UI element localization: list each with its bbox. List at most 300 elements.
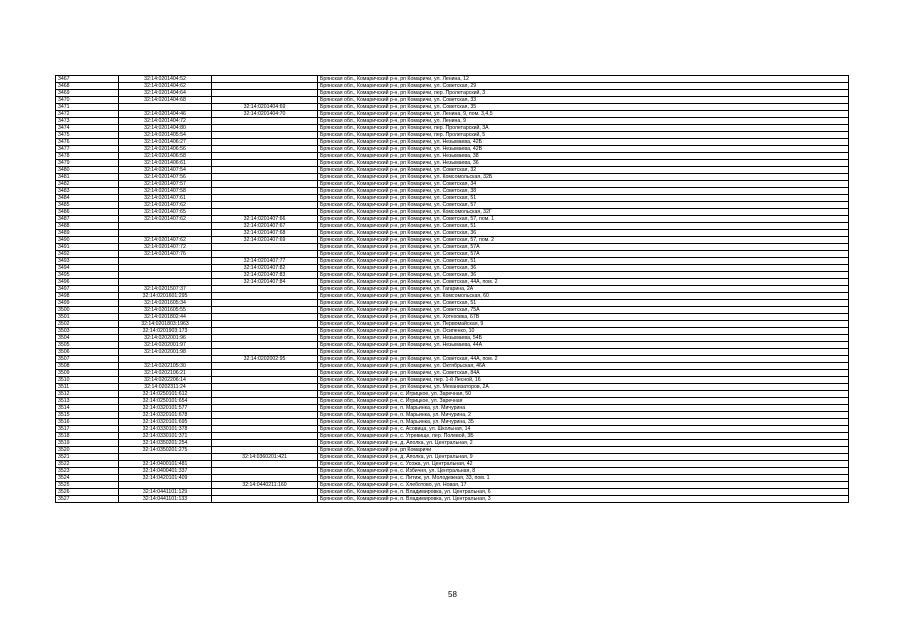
row-number-cell: 3495 bbox=[56, 272, 119, 279]
row-number-cell: 3487 bbox=[56, 216, 119, 223]
related-cadastral-cell bbox=[212, 167, 318, 174]
row-number-cell: 3527 bbox=[56, 496, 119, 503]
cadastral-number-cell bbox=[119, 454, 212, 461]
cadastral-number-cell: 32:14:0330101:371 bbox=[119, 433, 212, 440]
table-row bbox=[56, 279, 849, 286]
table-row bbox=[56, 377, 849, 384]
table-row bbox=[56, 342, 849, 349]
row-number-cell: 3502 bbox=[56, 321, 119, 328]
table-row bbox=[56, 90, 849, 97]
row-number-cell: 3480 bbox=[56, 167, 119, 174]
address-cell: Брянская обл., Комаричский р-н, рп Комаричи, ул. Ленина, 9, пом. 3,4,5 bbox=[318, 111, 849, 118]
address-cell: Брянская обл., Комаричский р-н, с. Асовица, ул. Школьная, 14 bbox=[318, 426, 849, 433]
related-cadastral-cell bbox=[212, 181, 318, 188]
related-cadastral-cell bbox=[212, 83, 318, 90]
related-cadastral-cell bbox=[212, 349, 318, 356]
related-cadastral-cell bbox=[212, 335, 318, 342]
related-cadastral-cell bbox=[212, 412, 318, 419]
address-cell: Брянская обл., Комаричский р-н, п. Марьинка, ул. Мичурина bbox=[318, 405, 849, 412]
cadastral-number-cell: 32:14:0201407:61 bbox=[119, 195, 212, 202]
related-cadastral-cell bbox=[212, 440, 318, 447]
row-number-cell: 3513 bbox=[56, 398, 119, 405]
table-row bbox=[56, 230, 849, 237]
address-cell: Брянская обл., Комаричский р-н, рп Комаричи, ул. Незымаева, 38 bbox=[318, 153, 849, 160]
cadastral-number-cell: 32:14:0320101:678 bbox=[119, 412, 212, 419]
table-row bbox=[56, 153, 849, 160]
cadastral-number-cell: 32:14:0202001:96 bbox=[119, 335, 212, 342]
cadastral-number-cell: 32:14:0201404:46 bbox=[119, 111, 212, 118]
row-number-cell: 3508 bbox=[56, 363, 119, 370]
table-row bbox=[56, 111, 849, 118]
row-number-cell: 3488 bbox=[56, 223, 119, 230]
address-cell: Брянская обл., Комаричский р-н, п. Владимировка, ул. Центральная, 6 bbox=[318, 489, 849, 496]
row-number-cell: 3504 bbox=[56, 335, 119, 342]
address-cell: Брянская обл., Комаричский р-н, рп Комаричи, ул. Советская, 51 bbox=[318, 195, 849, 202]
table-row bbox=[56, 335, 849, 342]
address-cell: Брянская обл., Комаричский р-н bbox=[318, 349, 849, 356]
table-row bbox=[56, 146, 849, 153]
cadastral-number-cell: 32:14:0201407:76 bbox=[119, 251, 212, 258]
table-row bbox=[56, 426, 849, 433]
address-cell: Брянская обл., Комаричский р-н, с. Усожа, ул. Центральная, 42 bbox=[318, 461, 849, 468]
registry-table bbox=[55, 75, 849, 503]
table-row bbox=[56, 125, 849, 132]
cadastral-number-cell: 32:14:0201407:62 bbox=[119, 216, 212, 223]
cadastral-number-cell: 32:14:0201605:55 bbox=[119, 307, 212, 314]
cadastral-number-cell: 32:14:0201404:62 bbox=[119, 83, 212, 90]
address-cell: Брянская обл., Комаричский р-н, п. Марьинка, ул. Мичурина, 35 bbox=[318, 419, 849, 426]
cadastral-number-cell bbox=[119, 265, 212, 272]
table-row bbox=[56, 412, 849, 419]
address-cell: Брянская обл., Комаричский р-н, рп Комаричи, ул. Незымаева, 42В bbox=[318, 146, 849, 153]
address-cell: Брянская обл., Комаричский р-н, рп Комаричи, ул. Советская, 75А bbox=[318, 307, 849, 314]
table-row bbox=[56, 83, 849, 90]
related-cadastral-cell: 32:14:0201407:82 bbox=[212, 265, 318, 272]
cadastral-number-cell bbox=[119, 104, 212, 111]
cadastral-number-cell bbox=[119, 258, 212, 265]
address-cell: Брянская обл., Комаричский р-н, рп Комаричи, ул. Комсомольская, 32Г bbox=[318, 209, 849, 216]
cadastral-number-cell: 32:14:0250101:654 bbox=[119, 398, 212, 405]
table-row bbox=[56, 440, 849, 447]
address-cell: Брянская обл., Комаричский р-н, рп Комаричи, пер. Пролетарский, 3 bbox=[318, 90, 849, 97]
cadastral-number-cell: 32:14:0400401:337 bbox=[119, 468, 212, 475]
table-row bbox=[56, 160, 849, 167]
cadastral-number-cell: 32:14:0201404:80 bbox=[119, 125, 212, 132]
cadastral-number-cell: 32:14:0201406:58 bbox=[119, 153, 212, 160]
row-number-cell: 3522 bbox=[56, 461, 119, 468]
row-number-cell: 3511 bbox=[56, 384, 119, 391]
related-cadastral-cell: 32:14:0201407:84 bbox=[212, 279, 318, 286]
table-row bbox=[56, 76, 849, 83]
row-number-cell: 3482 bbox=[56, 181, 119, 188]
row-number-cell: 3477 bbox=[56, 146, 119, 153]
address-cell: Брянская обл., Комаричский р-н, рп Комаричи, ул. Советская, 57, пом. 1 bbox=[318, 216, 849, 223]
row-number-cell: 3521 bbox=[56, 454, 119, 461]
row-number-cell: 3509 bbox=[56, 370, 119, 377]
address-cell: Брянская обл., Комаричский р-н, п. Владимировка, ул. Центральная, 3 bbox=[318, 496, 849, 503]
related-cadastral-cell bbox=[212, 370, 318, 377]
table-row bbox=[56, 223, 849, 230]
cadastral-number-cell bbox=[119, 482, 212, 489]
cadastral-number-cell bbox=[119, 356, 212, 363]
address-cell: Брянская обл., Комаричский р-н, рп Комаричи, ул. Комсомольская, 32Б bbox=[318, 174, 849, 181]
related-cadastral-cell bbox=[212, 202, 318, 209]
address-cell: Брянская обл., Комаричский р-н, рп Комаричи, пер. Пролетарский, 3А bbox=[318, 125, 849, 132]
address-cell: Брянская обл., Комаричский р-н, рп Комаричи, ул. Советская, 36 bbox=[318, 230, 849, 237]
address-cell: Брянская обл., Комаричский р-н, рп Комаричи, пер. 1-й Лесной, 16 bbox=[318, 377, 849, 384]
address-cell: Брянская обл., Комаричский р-н, рп Комаричи, ул. Гагарина, 2А bbox=[318, 286, 849, 293]
table-row bbox=[56, 104, 849, 111]
cadastral-number-cell: 32:14:0350201:275 bbox=[119, 447, 212, 454]
address-cell: Брянская обл., Комаричский р-н, рп Комаричи, ул. Советская, 51 bbox=[318, 300, 849, 307]
address-cell: Брянская обл., Комаричский р-н, рп Комаричи, ул. Советская, 57А bbox=[318, 244, 849, 251]
related-cadastral-cell bbox=[212, 153, 318, 160]
address-cell: Брянская обл., Комаричский р-н, рп Комаричи, ул. Ленина, 9 bbox=[318, 118, 849, 125]
related-cadastral-cell bbox=[212, 160, 318, 167]
address-cell: Брянская обл., Комаричский р-н, рп Комаричи, ул. Советская, 32 bbox=[318, 167, 849, 174]
table-row bbox=[56, 419, 849, 426]
row-number-cell: 3470 bbox=[56, 97, 119, 104]
table-row bbox=[56, 363, 849, 370]
row-number-cell: 3500 bbox=[56, 307, 119, 314]
row-number-cell: 3467 bbox=[56, 76, 119, 83]
cadastral-number-cell: 32:14:0201404:64 bbox=[119, 90, 212, 97]
row-number-cell: 3478 bbox=[56, 153, 119, 160]
cadastral-number-cell: 32:14:0201802:44 bbox=[119, 314, 212, 321]
cadastral-number-cell: 32:14:0201407:57 bbox=[119, 181, 212, 188]
cadastral-number-cell bbox=[119, 223, 212, 230]
table-row bbox=[56, 384, 849, 391]
table-row bbox=[56, 293, 849, 300]
related-cadastral-cell: 32:14:0201407:77 bbox=[212, 258, 318, 265]
address-cell: Брянская обл., Комаричский р-н, рп Комаричи, ул. Советская, 57, пом. 2 bbox=[318, 237, 849, 244]
related-cadastral-cell bbox=[212, 489, 318, 496]
table-row bbox=[56, 370, 849, 377]
address-cell: Брянская обл., Комаричский р-н, рп Комаричи, ул. Советская, 35 bbox=[318, 104, 849, 111]
cadastral-number-cell: 32:14:0201407:72 bbox=[119, 244, 212, 251]
cadastral-number-cell: 32:14:0201407:56 bbox=[119, 174, 212, 181]
table-row bbox=[56, 97, 849, 104]
row-number-cell: 3503 bbox=[56, 328, 119, 335]
related-cadastral-cell bbox=[212, 209, 318, 216]
related-cadastral-cell bbox=[212, 496, 318, 503]
address-cell: Брянская обл., Комаричский р-н, рп Комаричи, ул. Незымаева, 54Б bbox=[318, 335, 849, 342]
cadastral-number-cell bbox=[119, 272, 212, 279]
address-cell: Брянская обл., Комаричский р-н, рп Комаричи, ул. Незымаева, 44А bbox=[318, 342, 849, 349]
cadastral-number-cell: 32:14:0201601:295 bbox=[119, 293, 212, 300]
cadastral-number-cell: 32:14:0201507:37 bbox=[119, 286, 212, 293]
table-row bbox=[56, 188, 849, 195]
cadastral-number-cell: 32:14:0201903:173 bbox=[119, 328, 212, 335]
row-number-cell: 3490 bbox=[56, 237, 119, 244]
table-row bbox=[56, 461, 849, 468]
table-row bbox=[56, 209, 849, 216]
cadastral-number-cell: 32:14:0201407:58 bbox=[119, 188, 212, 195]
related-cadastral-cell: 32:14:0360201:421 bbox=[212, 454, 318, 461]
row-number-cell: 3469 bbox=[56, 90, 119, 97]
related-cadastral-cell: 32:14:0440211:160 bbox=[212, 482, 318, 489]
cadastral-number-cell: 32:14:0202001:98 bbox=[119, 349, 212, 356]
table-row bbox=[56, 132, 849, 139]
row-number-cell: 3523 bbox=[56, 468, 119, 475]
table-row bbox=[56, 489, 849, 496]
row-number-cell: 3492 bbox=[56, 251, 119, 258]
row-number-cell: 3491 bbox=[56, 244, 119, 251]
related-cadastral-cell: 32:14:0201407:66 bbox=[212, 216, 318, 223]
row-number-cell: 3493 bbox=[56, 258, 119, 265]
row-number-cell: 3474 bbox=[56, 125, 119, 132]
related-cadastral-cell bbox=[212, 188, 318, 195]
related-cadastral-cell bbox=[212, 468, 318, 475]
related-cadastral-cell: 32:14:0201407:67 bbox=[212, 223, 318, 230]
related-cadastral-cell bbox=[212, 125, 318, 132]
page-number: 58 bbox=[448, 590, 457, 599]
related-cadastral-cell bbox=[212, 391, 318, 398]
related-cadastral-cell bbox=[212, 398, 318, 405]
address-cell: Брянская обл., Комаричский р-н, рп Комаричи, ул. Советская, 57А bbox=[318, 251, 849, 258]
cadastral-number-cell: 32:14:0201605:34 bbox=[119, 300, 212, 307]
row-number-cell: 3481 bbox=[56, 174, 119, 181]
cadastral-number-cell: 32:14:0201803:1963 bbox=[119, 321, 212, 328]
row-number-cell: 3472 bbox=[56, 111, 119, 118]
related-cadastral-cell: 32:14:0201407:83 bbox=[212, 272, 318, 279]
address-cell: Брянская обл., Комаричский р-н, рп Комаричи, ул. Октябрьская, 46А bbox=[318, 363, 849, 370]
row-number-cell: 3507 bbox=[56, 356, 119, 363]
registry-table-body bbox=[56, 76, 849, 503]
address-cell: Брянская обл., Комаричский р-н, рп Комаричи, ул. Советская, 29 bbox=[318, 83, 849, 90]
table-row bbox=[56, 433, 849, 440]
address-cell: Брянская обл., Комаричский р-н, рп Комаричи, ул. Советская, 34 bbox=[318, 181, 849, 188]
row-number-cell: 3512 bbox=[56, 391, 119, 398]
row-number-cell: 3499 bbox=[56, 300, 119, 307]
related-cadastral-cell bbox=[212, 426, 318, 433]
table-row bbox=[56, 258, 849, 265]
cadastral-number-cell: 32:14:0201406:61 bbox=[119, 160, 212, 167]
related-cadastral-cell bbox=[212, 251, 318, 258]
row-number-cell: 3496 bbox=[56, 279, 119, 286]
cadastral-number-cell: 32:14:0202001:97 bbox=[119, 342, 212, 349]
table-row bbox=[56, 328, 849, 335]
cadastral-number-cell: 32:14:0201404:52 bbox=[119, 76, 212, 83]
cadastral-number-cell: 32:14:0202106:21 bbox=[119, 370, 212, 377]
related-cadastral-cell bbox=[212, 293, 318, 300]
related-cadastral-cell bbox=[212, 244, 318, 251]
related-cadastral-cell bbox=[212, 195, 318, 202]
row-number-cell: 3498 bbox=[56, 293, 119, 300]
table-row bbox=[56, 237, 849, 244]
cadastral-number-cell bbox=[119, 230, 212, 237]
row-number-cell: 3475 bbox=[56, 132, 119, 139]
related-cadastral-cell bbox=[212, 321, 318, 328]
related-cadastral-cell bbox=[212, 433, 318, 440]
cadastral-number-cell: 32:14:0201406:56 bbox=[119, 146, 212, 153]
row-number-cell: 3526 bbox=[56, 489, 119, 496]
related-cadastral-cell bbox=[212, 419, 318, 426]
cadastral-number-cell bbox=[119, 279, 212, 286]
related-cadastral-cell bbox=[212, 300, 318, 307]
related-cadastral-cell bbox=[212, 307, 318, 314]
row-number-cell: 3497 bbox=[56, 286, 119, 293]
table-row bbox=[56, 195, 849, 202]
row-number-cell: 3505 bbox=[56, 342, 119, 349]
cadastral-number-cell: 32:14:0201407:62 bbox=[119, 202, 212, 209]
table-row bbox=[56, 300, 849, 307]
address-cell: Брянская обл., Комаричский р-н, рп Комаричи, ул. Советская, 36 bbox=[318, 265, 849, 272]
related-cadastral-cell bbox=[212, 405, 318, 412]
cadastral-number-cell: 32:14:0350201:254 bbox=[119, 440, 212, 447]
table-row bbox=[56, 216, 849, 223]
address-cell: Брянская обл., Комаричский р-н, рп Комаричи bbox=[318, 447, 849, 454]
related-cadastral-cell bbox=[212, 342, 318, 349]
address-cell: Брянская обл., Комаричский р-н, рп Комаричи, ул. Советская, 38 bbox=[318, 188, 849, 195]
related-cadastral-cell bbox=[212, 447, 318, 454]
cadastral-number-cell: 32:14:0201407:65 bbox=[119, 209, 212, 216]
address-cell: Брянская обл., Комаричский р-н, д. Аполка, ул. Центральная, 2 bbox=[318, 440, 849, 447]
table-row bbox=[56, 202, 849, 209]
cadastral-number-cell: 32:14:0250101:612 bbox=[119, 391, 212, 398]
address-cell: Брянская обл., Комаричский р-н, рп Комаричи, ул. Советская, 57 bbox=[318, 202, 849, 209]
table-row bbox=[56, 174, 849, 181]
table-row bbox=[56, 405, 849, 412]
related-cadastral-cell bbox=[212, 146, 318, 153]
table-row bbox=[56, 475, 849, 482]
cadastral-number-cell: 32:14:0330101:378 bbox=[119, 426, 212, 433]
related-cadastral-cell: 32:14:0201404:70 bbox=[212, 111, 318, 118]
address-cell: Брянская обл., Комаричский р-н, рп Комаричи, ул. Советская, 36 bbox=[318, 272, 849, 279]
address-cell: Брянская обл., Комаричский р-н, рп Комаричи, ул. Советская, 51 bbox=[318, 223, 849, 230]
cadastral-number-cell: 32:14:0202105:30 bbox=[119, 363, 212, 370]
address-cell: Брянская обл., Комаричский р-н, рп Комаричи, ул. Советская, 44А, пом. 2 bbox=[318, 279, 849, 286]
address-cell: Брянская обл., Комаричский р-н, рп Комаричи, ул. Советская, 51 bbox=[318, 258, 849, 265]
table-row bbox=[56, 286, 849, 293]
row-number-cell: 3479 bbox=[56, 160, 119, 167]
related-cadastral-cell bbox=[212, 118, 318, 125]
related-cadastral-cell: 32:14:0202002:95 bbox=[212, 356, 318, 363]
address-cell: Брянская обл., Комаричский р-н, рп Комаричи, ул. Советская, 33 bbox=[318, 97, 849, 104]
related-cadastral-cell bbox=[212, 384, 318, 391]
table-row bbox=[56, 482, 849, 489]
related-cadastral-cell bbox=[212, 286, 318, 293]
related-cadastral-cell bbox=[212, 76, 318, 83]
address-cell: Брянская обл., Комаричский р-н, рп Комаричи, ул. Первомайская, 9 bbox=[318, 321, 849, 328]
row-number-cell: 3518 bbox=[56, 433, 119, 440]
table-row bbox=[56, 265, 849, 272]
cadastral-number-cell: 32:14:0201407:54 bbox=[119, 167, 212, 174]
table-row bbox=[56, 454, 849, 461]
table-row bbox=[56, 349, 849, 356]
row-number-cell: 3525 bbox=[56, 482, 119, 489]
table-row bbox=[56, 314, 849, 321]
table-row bbox=[56, 251, 849, 258]
row-number-cell: 3524 bbox=[56, 475, 119, 482]
row-number-cell: 3517 bbox=[56, 426, 119, 433]
address-cell: Брянская обл., Комаричский р-н, рп Комаричи, ул. Комсомольская, 60 bbox=[318, 293, 849, 300]
related-cadastral-cell: 32:14:0201404:69 bbox=[212, 104, 318, 111]
address-cell: Брянская обл., Комаричский р-н, рп Комаричи, ул. Механизаторов, 2А bbox=[318, 384, 849, 391]
address-cell: Брянская обл., Комаричский р-н, с. Угревище, пер. Полевой, 3Б bbox=[318, 433, 849, 440]
table-row bbox=[56, 391, 849, 398]
row-number-cell: 3484 bbox=[56, 195, 119, 202]
table-row bbox=[56, 447, 849, 454]
row-number-cell: 3516 bbox=[56, 419, 119, 426]
related-cadastral-cell bbox=[212, 314, 318, 321]
cadastral-number-cell: 32:14:0201404:68 bbox=[119, 97, 212, 104]
cadastral-number-cell: 32:14:0201405:54 bbox=[119, 132, 212, 139]
row-number-cell: 3483 bbox=[56, 188, 119, 195]
cadastral-number-cell: 32:14:0441101:133 bbox=[119, 496, 212, 503]
related-cadastral-cell bbox=[212, 132, 318, 139]
cadastral-number-cell: 32:14:0202311:24 bbox=[119, 384, 212, 391]
table-row bbox=[56, 118, 849, 125]
cadastral-number-cell: 32:14:0420101:409 bbox=[119, 475, 212, 482]
row-number-cell: 3489 bbox=[56, 230, 119, 237]
row-number-cell: 3494 bbox=[56, 265, 119, 272]
table-row bbox=[56, 307, 849, 314]
address-cell: Брянская обл., Комаричский р-н, рп Комаричи, пер. Пролетарский, 5 bbox=[318, 132, 849, 139]
row-number-cell: 3501 bbox=[56, 314, 119, 321]
row-number-cell: 3514 bbox=[56, 405, 119, 412]
table-row bbox=[56, 139, 849, 146]
row-number-cell: 3519 bbox=[56, 440, 119, 447]
cadastral-number-cell: 32:14:0202206:14 bbox=[119, 377, 212, 384]
cadastral-number-cell: 32:14:0320101:577 bbox=[119, 405, 212, 412]
address-cell: Брянская обл., Комаричский р-н, с. Избичня, ул. Центральная, 8 bbox=[318, 468, 849, 475]
table-row bbox=[56, 181, 849, 188]
related-cadastral-cell bbox=[212, 363, 318, 370]
row-number-cell: 3520 bbox=[56, 447, 119, 454]
related-cadastral-cell bbox=[212, 139, 318, 146]
row-number-cell: 3486 bbox=[56, 209, 119, 216]
address-cell: Брянская обл., Комаричский р-н, рп Комаричи, ул. Незымаева, 42Б bbox=[318, 139, 849, 146]
related-cadastral-cell bbox=[212, 174, 318, 181]
address-cell: Брянская обл., Комаричский р-н, рп Комаричи, ул. Осипенко, 10 bbox=[318, 328, 849, 335]
related-cadastral-cell bbox=[212, 328, 318, 335]
address-cell: Брянская обл., Комаричский р-н, с. Хлеботово, ул. Новая, 17 bbox=[318, 482, 849, 489]
cadastral-number-cell: 32:14:0400101:481 bbox=[119, 461, 212, 468]
address-cell: Брянская обл., Комаричский р-н, д. Аполка, ул. Центральная, 9 bbox=[318, 454, 849, 461]
address-cell: Брянская обл., Комаричский р-н, с. Игрицкое, ул. Заречная bbox=[318, 398, 849, 405]
row-number-cell: 3485 bbox=[56, 202, 119, 209]
cadastral-number-cell: 32:14:0320101:695 bbox=[119, 419, 212, 426]
table-row bbox=[56, 272, 849, 279]
address-cell: Брянская обл., Комаричский р-н, рп Комаричи, ул. Советская, 44А, пом. 2 bbox=[318, 356, 849, 363]
table-row bbox=[56, 356, 849, 363]
table-row bbox=[56, 167, 849, 174]
related-cadastral-cell bbox=[212, 377, 318, 384]
address-cell: Брянская обл., Комаричский р-н, с. Литиж, ул. Молодежная, 33, пом. 1 bbox=[318, 475, 849, 482]
address-cell: Брянская обл., Комаричский р-н, с. Игрицкое, ул. Заречная, 50 bbox=[318, 391, 849, 398]
table-row bbox=[56, 321, 849, 328]
related-cadastral-cell bbox=[212, 461, 318, 468]
row-number-cell: 3468 bbox=[56, 83, 119, 90]
table-row bbox=[56, 496, 849, 503]
row-number-cell: 3506 bbox=[56, 349, 119, 356]
table-row bbox=[56, 244, 849, 251]
address-cell: Брянская обл., Комаричский р-н, п. Марьинка, ул. Мичурина, 2 bbox=[318, 412, 849, 419]
related-cadastral-cell bbox=[212, 97, 318, 104]
address-cell: Брянская обл., Комаричский р-н, рп Комаричи, ул. Незымаева, 36 bbox=[318, 160, 849, 167]
table-row bbox=[56, 398, 849, 405]
row-number-cell: 3510 bbox=[56, 377, 119, 384]
row-number-cell: 3476 bbox=[56, 139, 119, 146]
related-cadastral-cell: 32:14:0201407:68 bbox=[212, 230, 318, 237]
row-number-cell: 3471 bbox=[56, 104, 119, 111]
cadastral-number-cell: 32:14:0201407:62 bbox=[119, 237, 212, 244]
address-cell: Брянская обл., Комаричский р-н, рп Комаричи, ул. Советская, 84А bbox=[318, 370, 849, 377]
row-number-cell: 3515 bbox=[56, 412, 119, 419]
cadastral-number-cell: 32:14:0201404:72 bbox=[119, 118, 212, 125]
related-cadastral-cell bbox=[212, 475, 318, 482]
